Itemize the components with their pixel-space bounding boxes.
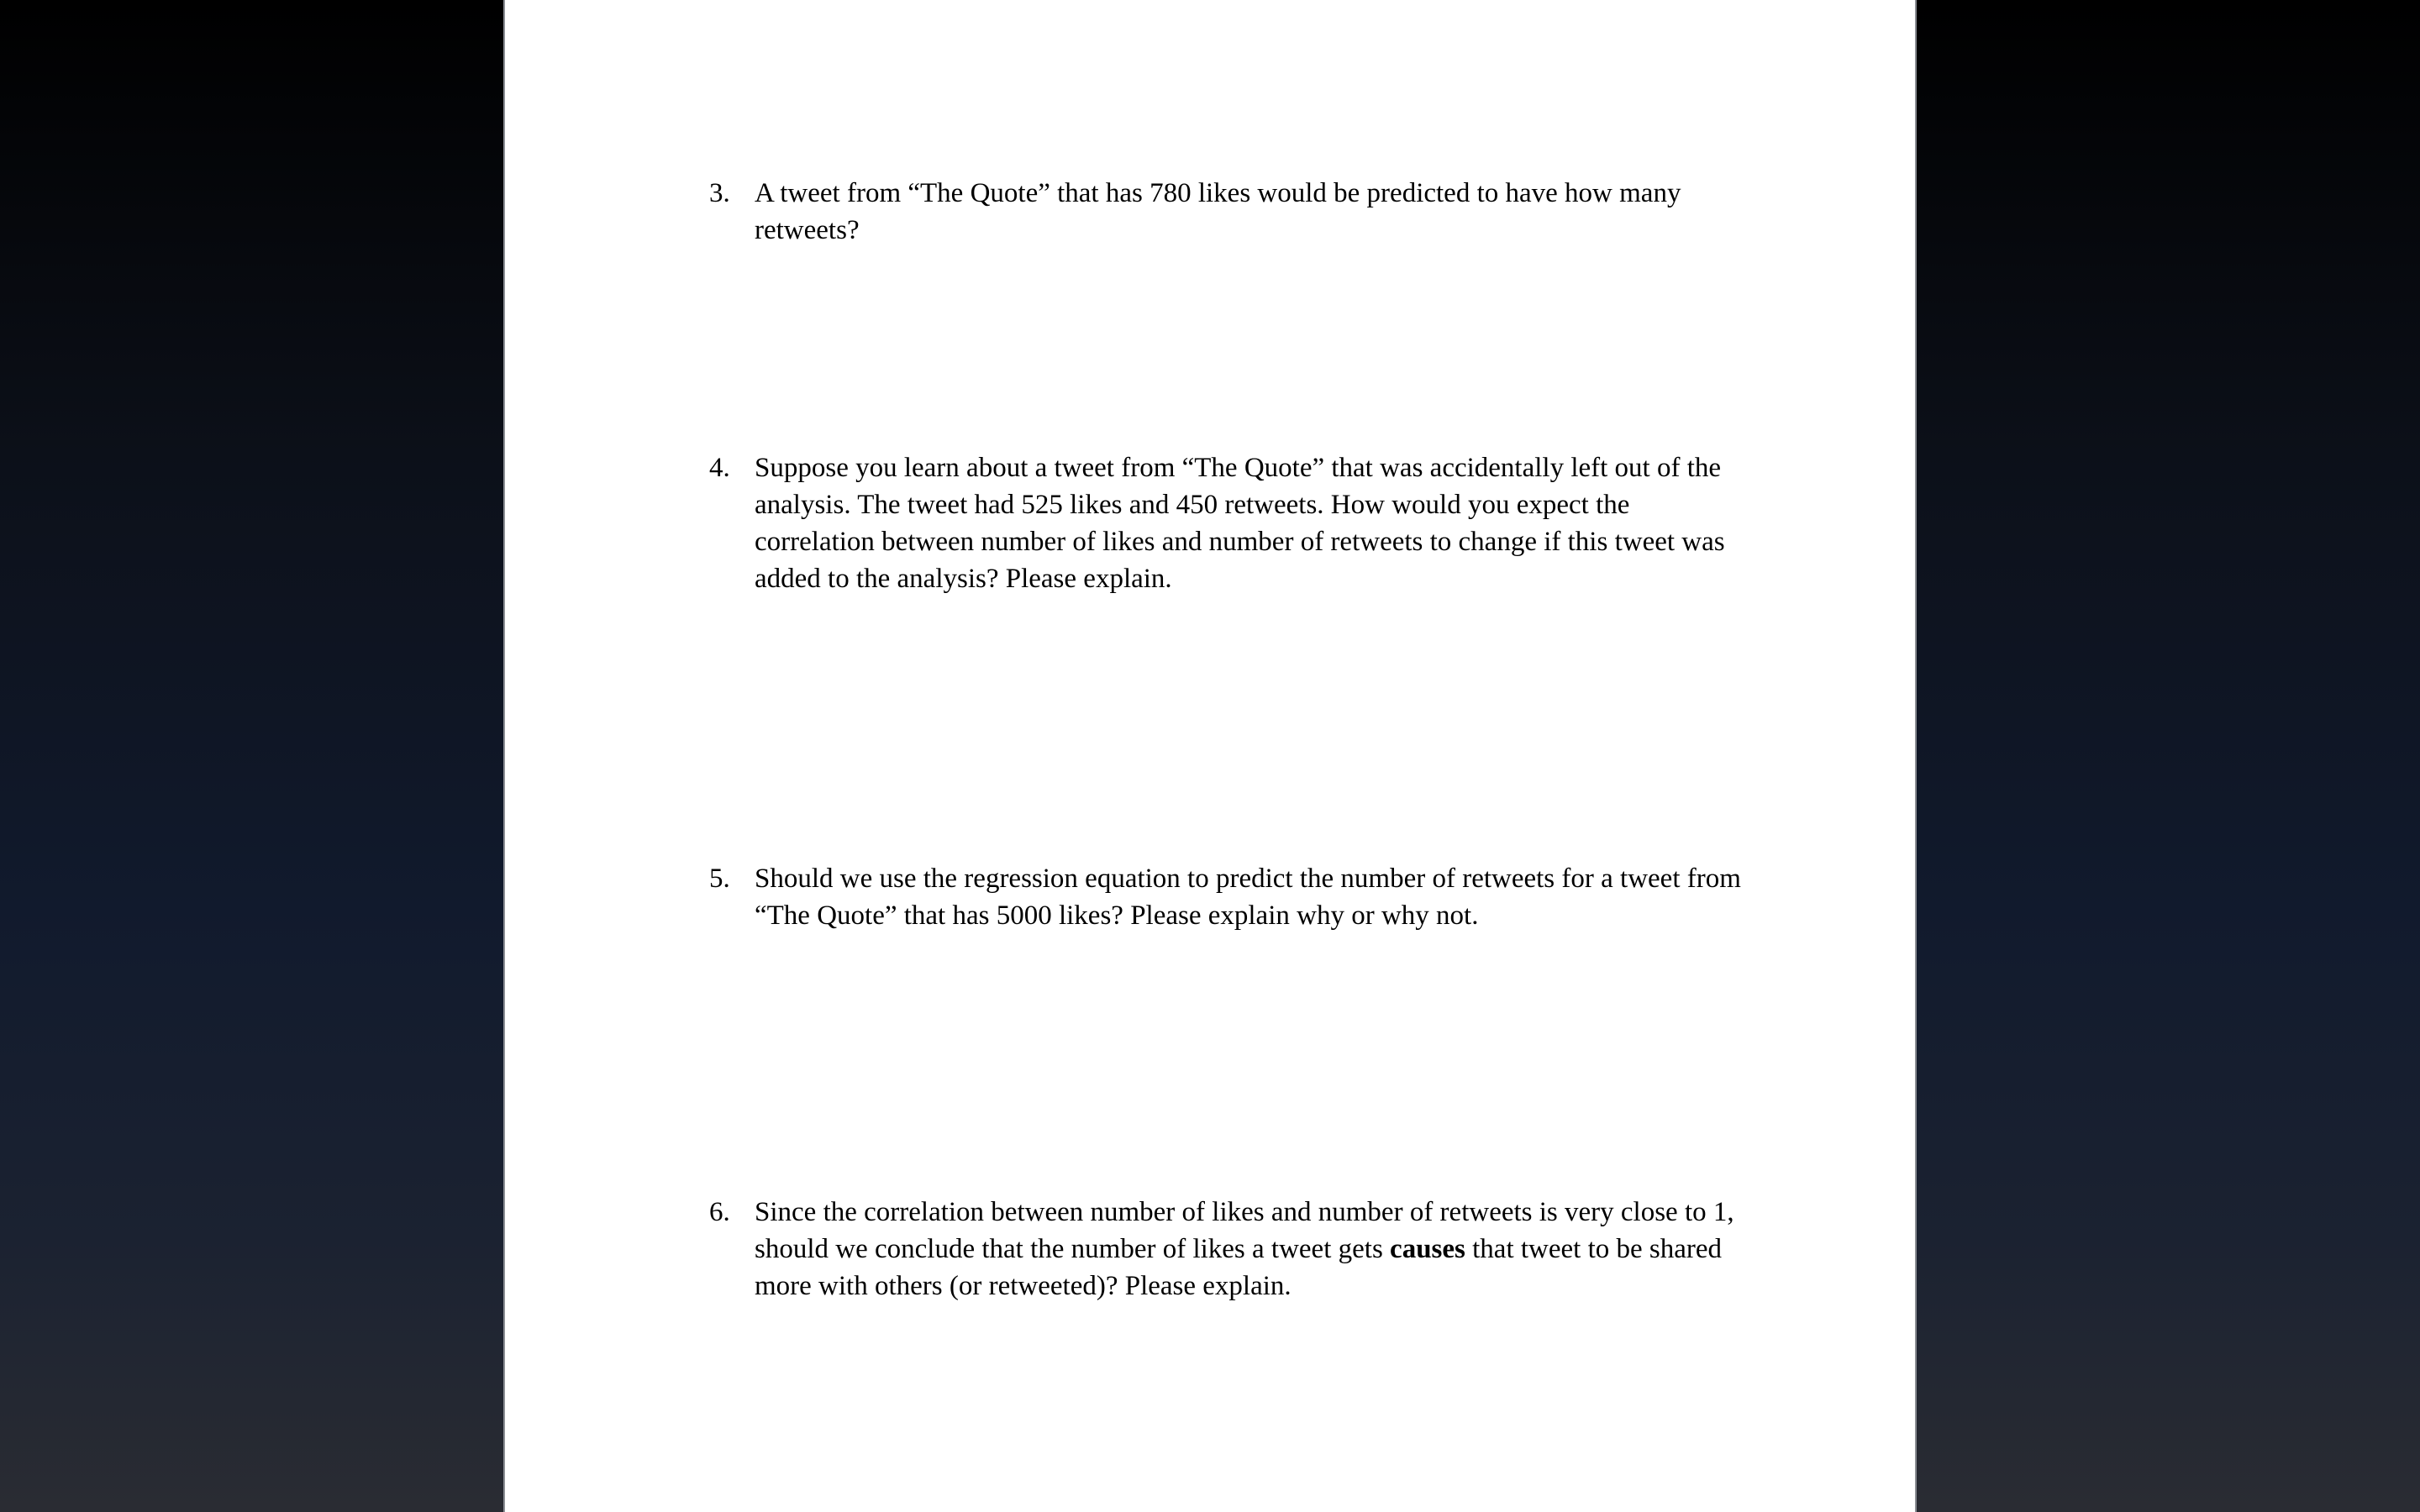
question-4	[709, 449, 1751, 597]
question-text: Should we use the regression equation to predict the number of retweets for a tweet from “The Quote” that has 5000 likes? Please explain why or why not.	[755, 864, 1741, 931]
question-text	[755, 1194, 1751, 1305]
question-text: Suppose you learn about a tweet from “The Quote” that was accidentally left out of the analysis. The tweet had 525 likes and 450 retweets. How would you expect the correlation between number of likes and number of retweets to change if this tweet was added to the analysis? Please explain.	[755, 453, 1725, 594]
question-number: 6.	[709, 1197, 730, 1227]
question-6	[709, 1194, 1751, 1305]
question-number: 5.	[709, 864, 730, 894]
question-text-part: Since the correlation between number of likes and number of retweets is very close to 1, should we conclude that the number of likes a tweet gets	[755, 1197, 1734, 1264]
question-3	[709, 175, 1751, 249]
question-5	[709, 860, 1751, 934]
question-text-part: that tweet to be shared more with others (or retweeted)? Please explain.	[755, 1234, 1723, 1301]
question-number: 3.	[709, 178, 730, 208]
question-number: 4.	[709, 453, 730, 483]
emphasis-causes: causes	[1390, 1234, 1465, 1264]
document-page[interactable]	[503, 0, 1917, 1512]
question-text: A tweet from “The Quote” that has 780 likes would be predicted to have how many retweets?	[755, 178, 1681, 245]
